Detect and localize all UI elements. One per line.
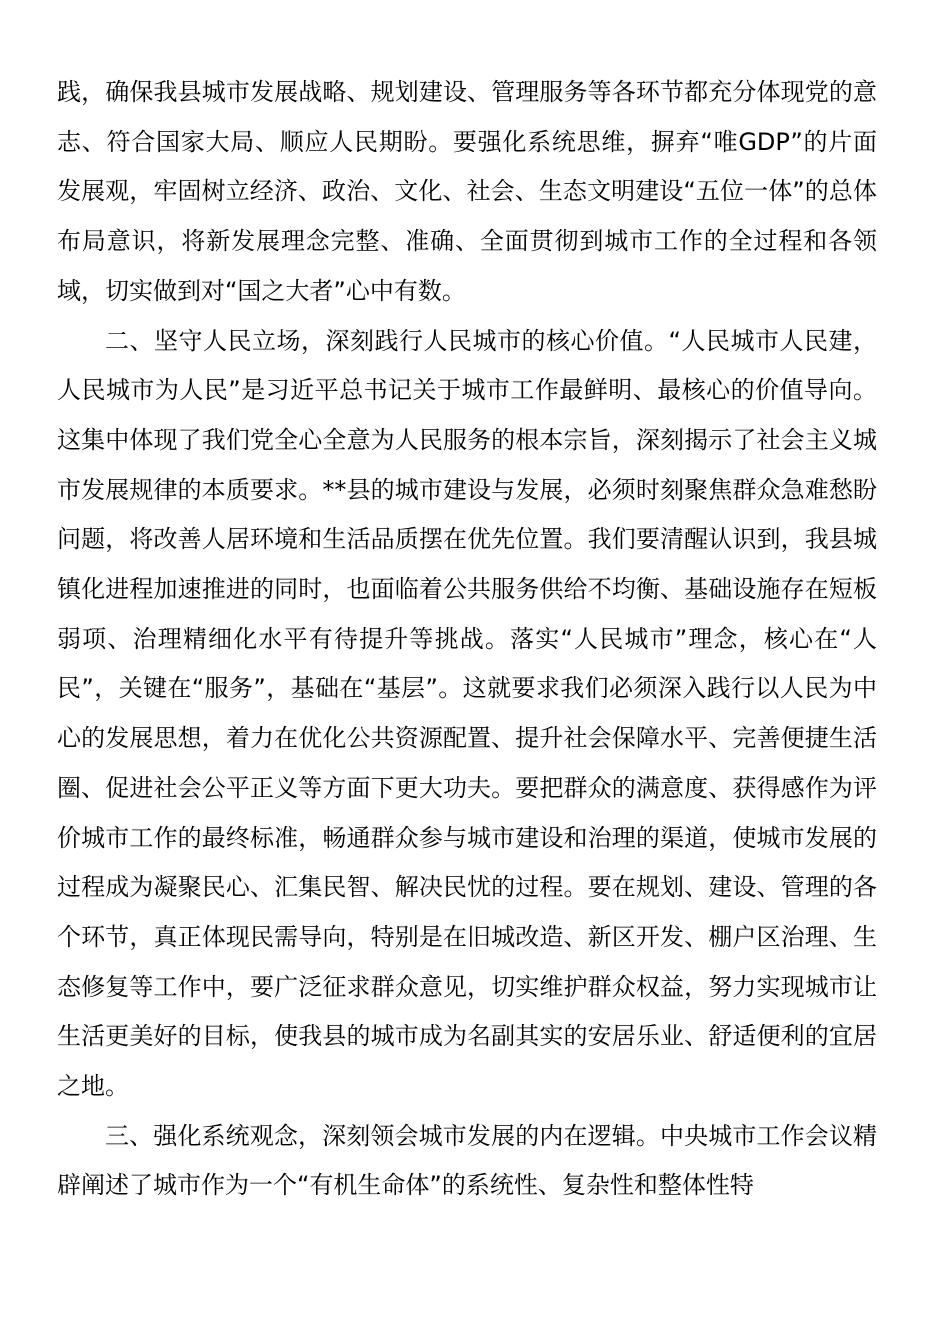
paragraph-section-three: 三、强化系统观念，深刻领会城市发展的内在逻辑。中央城市工作会议精辟阐述了城市作为一个“有机生命体”的系统性、复杂性和整体性特 xyxy=(57,1121,877,1200)
paragraph-section-two: 二、坚守人民立场，深刻践行人民城市的核心价值。“人民城市人民建，人民城市为人民”是习近平总书记关于城市工作最鲜明、最核心的价值导向。这集中体现了我们党全心全意为人民服务的根本宗旨，深刻揭示了社会主义城市发展规律的本质要求。**县的城市建设与发展，必须时刻聚焦群众急难愁盼问题，将改善人居环境和生活品质摆在优先位置。我们要清醒认识到，我县城镇化进程加速推进的同时，也面临着公共服务供给不均衡、基础设施存在短板弱项、治理精细化水平有待提升等挑战。落实“人民城市”理念，核心在“人民”，关键在“服务”，基础在“基层”。这就要求我们必须深入践行以人民为中心的发展思想，着力在优化公共资源配置、提升社会保障水平、完善便捷生活圈、促进社会公平正义等方面下更大功夫。要把群众的满意度、获得感作为评价城市工作的最终标准，畅通群众参与城市建设和治理的渠道，使城市发展的过程成为凝聚民心、汇集民智、解决民忧的过程。要在规划、建设、管理的各个环节，真正体现民需导向，特别是在旧城改造、新区开发、棚户区治理、生态修复等工作中，要广泛征求群众意见，切实维护群众权益，努力实现城市让生活更美好的目标，使我县的城市成为名副其实的安居乐业、舒适便利的宜居之地。 xyxy=(57,326,877,1101)
document-body xyxy=(57,68,877,1211)
paragraph-continuation: 践，确保我县城市发展战略、规划建设、管理服务等各环节都充分体现党的意志、符合国家大局、顺应人民期盼。要强化系统思维，摒弃“唯GDP”的片面发展观，牢固树立经济、政治、文化、社会、生态文明建设“五位一体”的总体布局意识，将新发展理念完整、准确、全面贯彻到城市工作的全过程和各领域，切实做到对“国之大者”心中有数。 xyxy=(57,78,877,305)
